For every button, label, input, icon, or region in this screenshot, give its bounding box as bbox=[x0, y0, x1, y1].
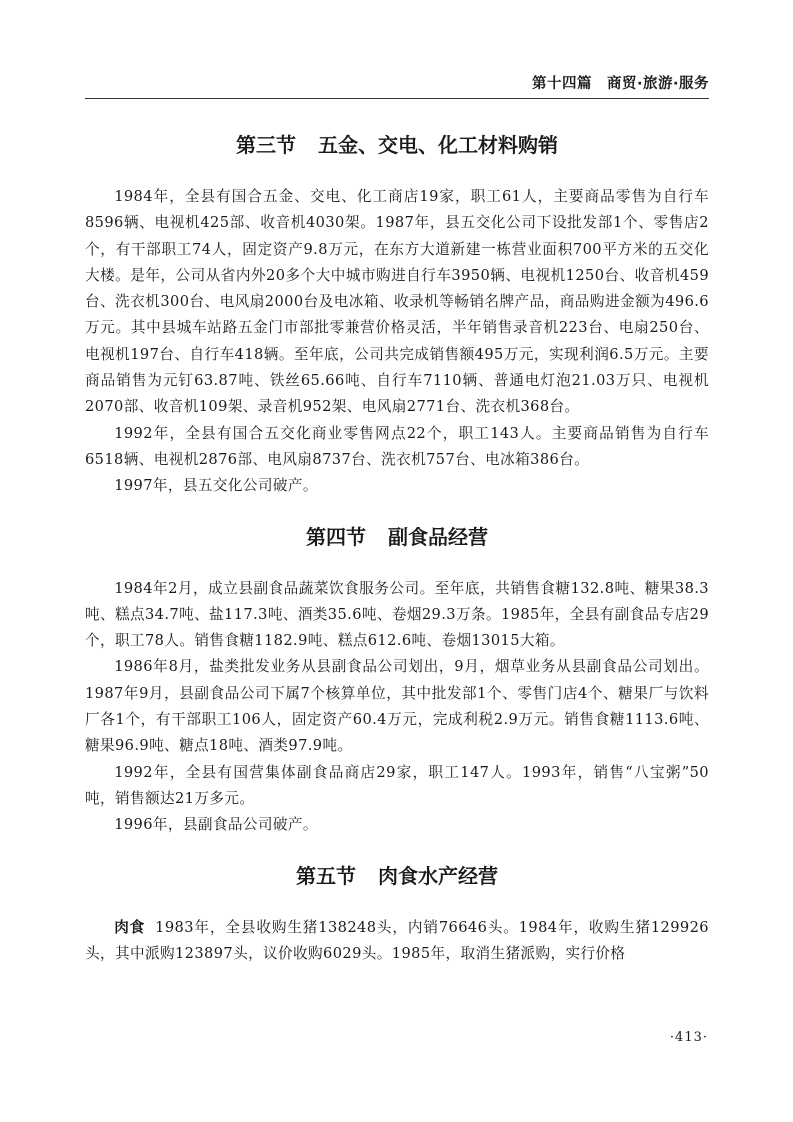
section-5 bbox=[85, 861, 709, 968]
section-3 bbox=[85, 130, 709, 500]
page-number: ·413· bbox=[669, 1030, 708, 1045]
section-heading bbox=[85, 522, 709, 552]
section-number: 第四节 bbox=[306, 524, 366, 549]
section-number: 第五节 bbox=[296, 863, 356, 888]
paragraph: 1996年，县副食品公司破产。 bbox=[114, 816, 318, 834]
section-4 bbox=[85, 522, 709, 839]
section-number: 第三节 bbox=[236, 133, 296, 157]
header-text: 第十四篇 商贸·旅游·服务 bbox=[531, 76, 709, 92]
page-content bbox=[85, 130, 709, 967]
section-title: 副食品经营 bbox=[388, 524, 488, 549]
paragraph: 1992年，全县有国合五交化商业零售网点22个，职工143人。主要商品销售为自行车6518辆、电视机2876部、电风扇8737台、洗衣机757台、电冰箱386台。 bbox=[85, 424, 709, 468]
section-heading bbox=[85, 861, 709, 891]
paragraph: 1992年，全县有国营集体副食品商店29家，职工147人。1993年，销售“八宝粥”50吨，销售额达21万多元。 bbox=[85, 763, 709, 807]
runin-label: 肉食 bbox=[114, 918, 146, 936]
paragraph: 1984年，全县有国合五金、交电、化工商店19家，职工61人，主要商品零售为自行车8596辆、电视机425部、收音机4030架。1987年，县五交化公司下设批发部1个、零售店2个，有干部职工74人，固定资产9.8万元，在东方大道新建一栋营业面积700平方米的五交化大楼。是年，公司从省内外20多个大中城市购进自行车3950辆、电视机1250台、收音机459台、洗衣机300台、电风扇2000台及电冰箱、收录机等畅销名牌产品，商品购进金额为496.6万元。其中县城车站路五金门市部批零兼营价格灵活，半年销售录音机223台、电扇250台、电视机197台、自行车418辆。至年底，公司共完成销售额495万元，实现利润6.5万元。主要商品销售为元钉63.87吨、铁丝65.66吨、自行车7110辆、普通电灯泡21.03万只、电视机2070部、收音机109架、录音机952架、电风扇2771台、洗衣机368台。 bbox=[85, 188, 709, 416]
section-title: 肉食水产经营 bbox=[378, 863, 498, 888]
paragraph: 1984年2月，成立县副食品蔬菜饮食服务公司。至年底，共销售食糖132.8吨、糖果38.3吨、糕点34.7吨、盐117.3吨、酒类35.6吨、卷烟29.3万条。1985年，全县有副食品专店29个，职工78人。销售食糖1182.9吨、糕点612.6吨、卷烟13015大箱。 bbox=[85, 579, 709, 650]
paragraph bbox=[85, 915, 709, 968]
section-heading bbox=[85, 130, 709, 160]
running-header bbox=[85, 72, 709, 99]
paragraph-text: 1983年，全县收购生猪138248头，内销76646头。1984年，收购生猪129926头，其中派购123897头，议价收购6029头。1985年，取消生猪派购，实行价格 bbox=[85, 918, 709, 962]
paragraph: 1986年8月，盐类批发业务从县副食品公司划出，9月，烟草业务从县副食品公司划出。1987年9月，县副食品公司下属7个核算单位，其中批发部1个、零售门店4个、糖果厂与饮料厂各1个，有干部职工106人，固定资产60.4万元，完成利税2.9万元。销售食糖1113.6吨、糖果96.9吨、糖点18吨、酒类97.9吨。 bbox=[85, 658, 709, 755]
section-title: 五金、交电、化工材料购销 bbox=[318, 133, 558, 157]
paragraph: 1997年，县五交化公司破产。 bbox=[114, 477, 318, 495]
